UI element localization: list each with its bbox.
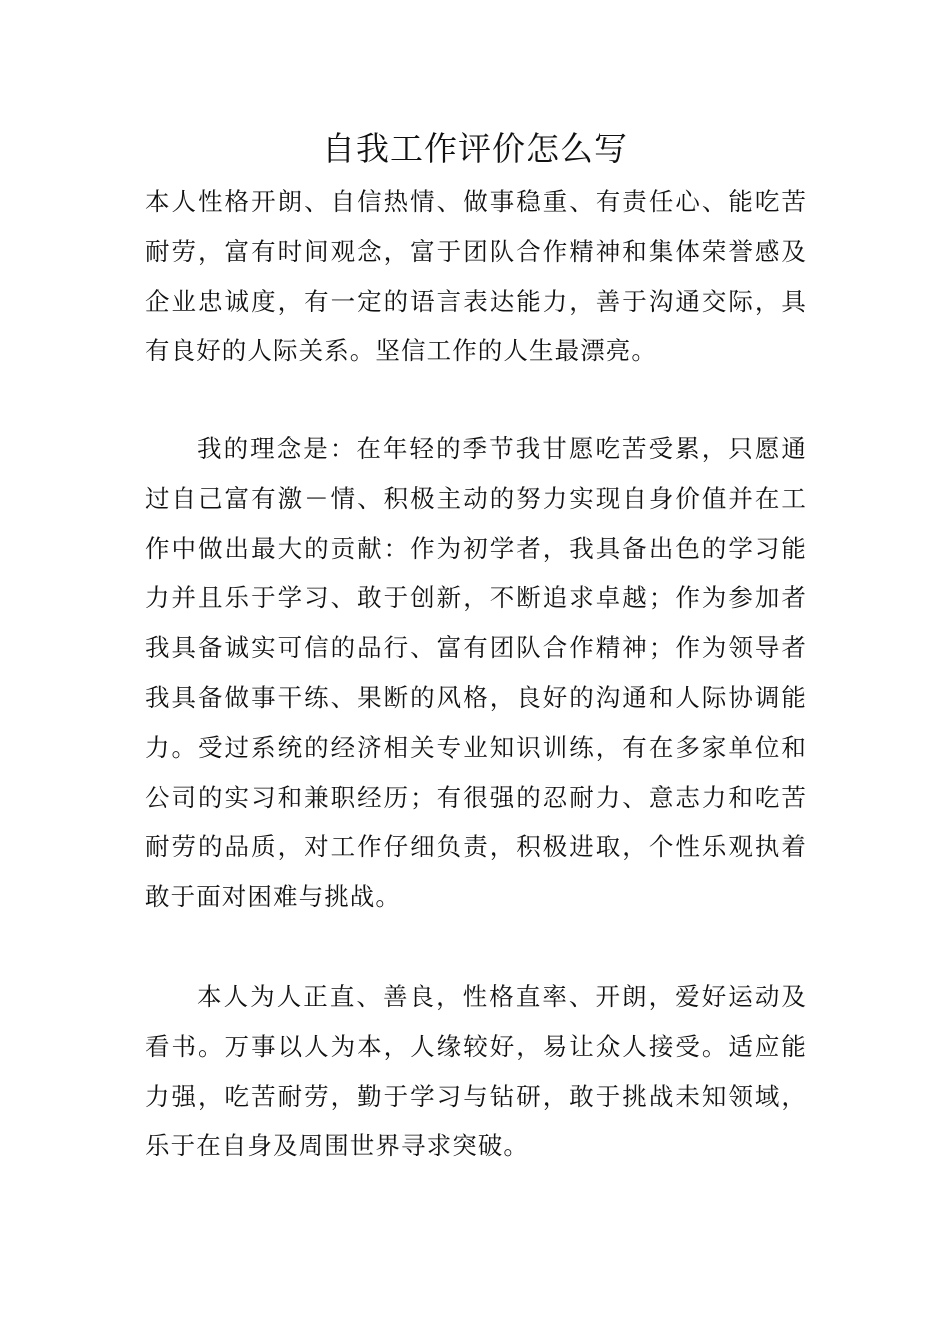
paragraph-3: 本人为人正直、善良，性格直率、开朗，爱好运动及看书。万事以人为本，人缘较好，易让众人接受。适应能力强，吃苦耐劳，勤于学习与钻研，敢于挑战未知领域，乐于在自身及周围世界寻求突破。 xyxy=(145,982,807,1161)
paragraph-1: 本人性格开朗、自信热情、做事稳重、有责任心、能吃苦耐劳，富有时间观念，富于团队合作精神和集体荣誉感及企业忠诚度，有一定的语言表达能力，善于沟通交际，具有良好的人际关系。坚信工作的人生最漂亮。 xyxy=(145,187,807,366)
document-title: 自我工作评价怎么写 xyxy=(322,129,628,168)
paragraph-2: 我的理念是：在年轻的季节我甘愿吃苦受累，只愿通过自己富有激－情、积极主动的努力实现自身价值并在工作中做出最大的贡献：作为初学者，我具备出色的学习能力并且乐于学习、敢于创新，不断追求卓越；作为参加者我具备诚实可信的品行、富有团队合作精神；作为领导者我具备做事干练、果断的风格，良好的沟通和人际协调能力。受过系统的经济相关专业知识训练，有在多家单位和公司的实习和兼职经历；有很强的忍耐力、意志力和吃苦耐劳的品质，对工作仔细负责，积极进取，个性乐观执着敢于面对困难与挑战。 xyxy=(145,434,807,912)
